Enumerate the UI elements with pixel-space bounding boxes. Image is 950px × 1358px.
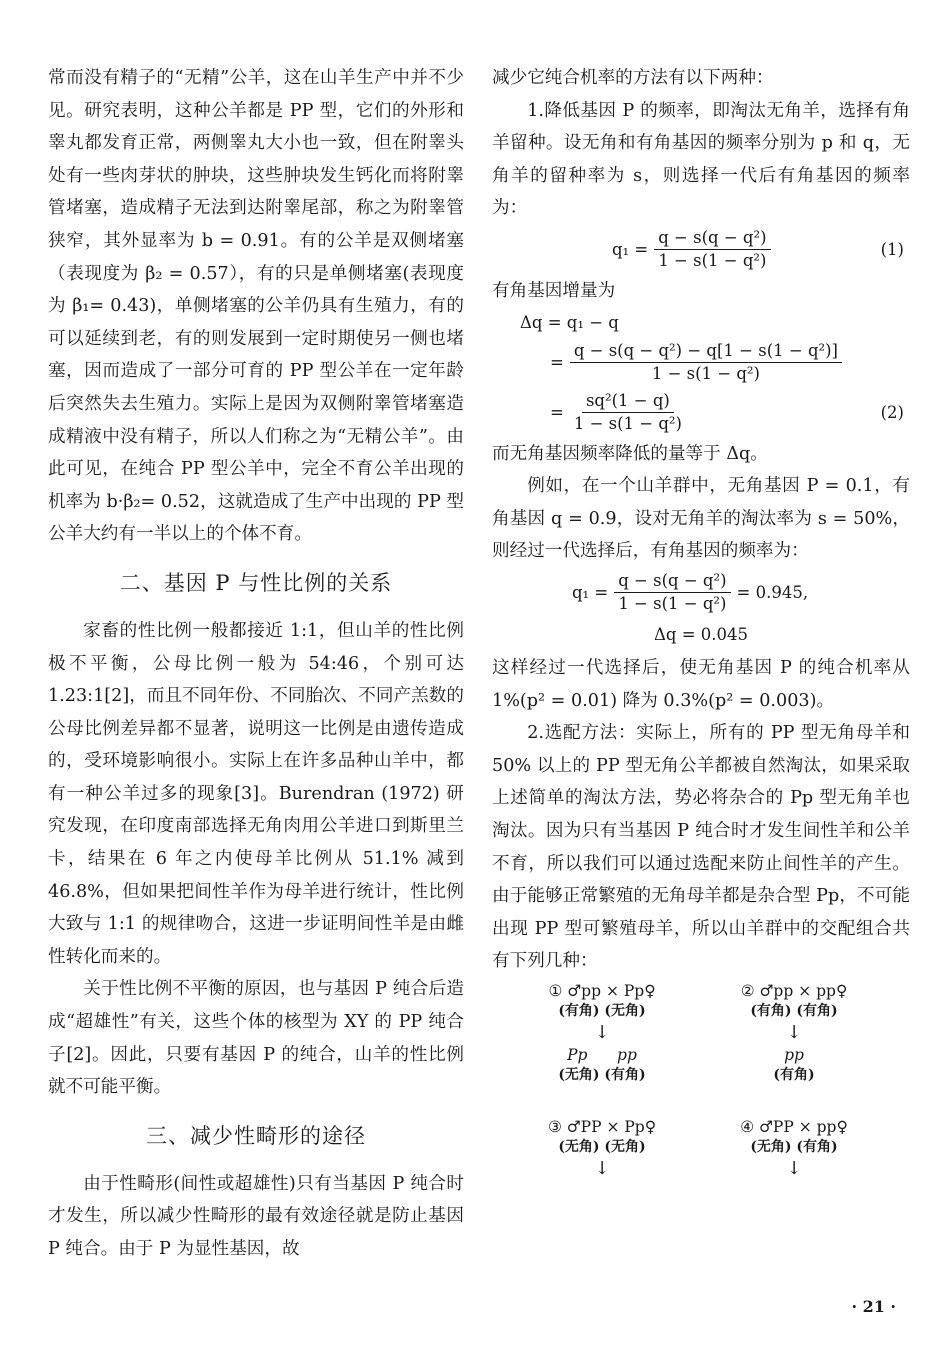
cross-1-offspring-labels: (无角) (有角)	[558, 1066, 646, 1083]
eq2-lhs: Δq = q₁ − q	[520, 312, 619, 332]
cross-2-offspring-labels: (有角)	[773, 1066, 815, 1083]
eq1-number: (1)	[880, 240, 904, 260]
eq3-equals: =	[550, 403, 564, 423]
cross-3-formula: ③ ♂PP × Pp♀	[547, 1117, 657, 1136]
equation-1	[492, 225, 910, 275]
cross-1	[512, 982, 692, 1084]
cross-2-parents: (有角) (有角)	[750, 1002, 838, 1019]
eq1-denominator: 1 − s(1 − q²)	[658, 251, 767, 271]
eq4-lhs: q₁ =	[572, 583, 609, 603]
cross-4-formula: ④ ♂PP × pp♀	[740, 1117, 848, 1136]
equation-2-rhs	[492, 338, 910, 388]
left-paragraph-1: 常而没有精子的“无精”公羊，这在山羊生产中并不少见。研究表明，这种公羊都是 PP 型，它们的外形和睾丸都发育正常，两侧睾丸大小也一致，但在附睾头处有一些肉芽状的肿块，这些肿块发生钙化而将附睾管堵塞，造成精子无法到达附睾尾部，称之为附睾管狭窄，其外显率为 b = 0.91。有的公羊是双侧堵塞（表现度为 β₂ = 0.57），有的只是单侧堵塞(表现度为 β₁= 0.43)，单侧堵塞的公羊仍具有生殖力，有的可以延续到老，有的则发展到一定时期使另一侧也堵塞，因而造成了一部分可育的 PP 型公羊在一定年龄后突然失去生殖力。实际上是因为双侧附睾管堵塞造成精液中没有精子，所以人们称之为“无精公羊”。由此可见，在纯合 PP 型公羊中，完全不育公羊出现的机率为 b·β₂= 0.52，这就造成了生产中出现的 PP 型公羊大约有一半以上的个体不育。	[48, 68, 464, 545]
right-paragraph-4: 而无角基因频率降低的量等于 Δq。	[492, 443, 768, 464]
left-paragraph-4: 由于性畸形(间性或超雄性)只有当基因 P 纯合时才发生，所以减少性畸形的最有效途径就是防止基因 P 纯合。由于 P 为显性基因，故	[48, 1173, 464, 1259]
right-paragraph-5: 例如，在一个山羊群中，无角基因 P = 0.1，有角基因 q = 0.9，设对无角羊的淘汰率为 s = 50%，则经过一代选择后，有角基因的频率为：	[492, 476, 910, 562]
equation-5: Δq = 0.045	[653, 624, 749, 644]
eq2-equals: =	[550, 353, 564, 373]
cross-2	[704, 982, 884, 1084]
cross-2-offspring: pp	[784, 1045, 804, 1064]
cross-3	[512, 1118, 692, 1182]
eq3-denominator: 1 − s(1 − q²)	[573, 414, 682, 434]
eq3-number: (2)	[880, 403, 904, 423]
section-heading-3: 三、减少性畸形的途径	[146, 1123, 366, 1148]
right-column	[492, 62, 910, 1193]
cross-3-arrow: ↓	[594, 1157, 610, 1179]
cross-2-arrow: ↓	[786, 1021, 802, 1043]
cross-1-parents: (有角) (无角)	[558, 1002, 646, 1019]
equation-3	[492, 388, 910, 438]
eq3-numerator: sq²(1 − q)	[582, 391, 674, 413]
right-paragraph-6: 这样经过一代选择后，使无角基因 P 的纯合机率从 1%(p² = 0.01) 降为 0.3%(p² = 0.003)。	[492, 657, 910, 711]
left-paragraph-2: 家畜的性比例一般都接近 1:1，但山羊的性比例极不平衡，公母比例一般为 54:46，个别可达 1.23:1[2]，而且不同年份、不同胎次、不同产羔数的公母比例差异都不显著，说明这一比例是由遗传造成的，受环境影响很小。实际上在许多品种山羊中，都有一种公羊过多的现象[3]。Burendran (1972) 研究发现，在印度南部选择无角肉用公羊进口到斯里兰卡，结果在 6 年之内使母羊比例从 51.1% 减到 46.8%，但如果把间性羊作为母羊进行统计，性比例大致与 1:1 的规律吻合，这进一步证明间性羊是由雌性转化而来的。	[48, 620, 464, 967]
eq2-denominator: 1 − s(1 − q²)	[651, 364, 760, 384]
cross-4-parents: (无角) (有角)	[750, 1138, 838, 1155]
eq1-lhs: q₁ =	[612, 240, 649, 260]
cross-3-parents: (无角) (无角)	[558, 1138, 646, 1155]
eq2-numerator: q − s(q − q²) − q[1 − s(1 − q²)]	[570, 341, 842, 363]
eq4-fraction	[614, 571, 730, 614]
right-paragraph-2: 1.降低基因 P 的频率，即淘汰无角羊，选择有角羊留种。设无角和有角基因的频率分别为 p 和 q，无角羊的留种率为 s，则选择一代后有角基因的频率为：	[492, 100, 910, 219]
section-heading-2: 二、基因 P 与性比例的关系	[119, 570, 393, 595]
right-paragraph-3: 有角基因增量为	[492, 280, 616, 301]
eq3-fraction	[570, 391, 686, 434]
cross-1-arrow: ↓	[594, 1021, 610, 1043]
eq1-numerator: q − s(q − q²)	[654, 228, 770, 250]
equation-2	[492, 308, 910, 338]
eq2-fraction	[570, 341, 842, 384]
cross-4-arrow: ↓	[786, 1157, 802, 1179]
eq1-fraction	[654, 228, 770, 271]
eq4-result: = 0.945,	[736, 583, 809, 603]
cross-2-formula: ② ♂pp × pp♀	[740, 981, 848, 1000]
right-paragraph-1: 减少它纯合机率的方法有以下两种：	[492, 68, 774, 88]
left-column	[48, 62, 464, 1266]
eq4-numerator: q − s(q − q²)	[614, 571, 730, 593]
page-number: · 21 ·	[851, 1297, 896, 1316]
mating-diagram	[492, 978, 910, 1193]
cross-1-formula: ① ♂pp × Pp♀	[548, 981, 656, 1000]
eq4-denominator: 1 − s(1 − q²)	[618, 594, 727, 614]
equation-4	[492, 568, 910, 618]
right-paragraph-7: 2.选配方法：实际上，所有的 PP 型无角母羊和 50% 以上的 PP 型无角公羊都被自然淘汰，如果采取上述简单的淘汰方法，势必将杂合的 Pp 型无角羊也淘汰。因为只有当基因 P 纯合时才发生间性羊和公羊不育，所以我们可以通过选配来防止间性羊的产生。由于能够正常繁殖的无角母羊都是杂合型 Pp，不可能出现 PP 型可繁殖母羊，所以山羊群中的交配组合共有下列几种：	[492, 723, 910, 972]
cross-4	[704, 1118, 884, 1182]
cross-1-offspring: Pp pp	[567, 1045, 637, 1064]
left-paragraph-3: 关于性比例不平衡的原因，也与基因 P 纯合后造成“超雄性”有关，这些个体的核型为 XY 的 PP 纯合子[2]。因此，只要有基因 P 的纯合，山羊的性比例就不可能平衡。	[48, 979, 464, 1098]
